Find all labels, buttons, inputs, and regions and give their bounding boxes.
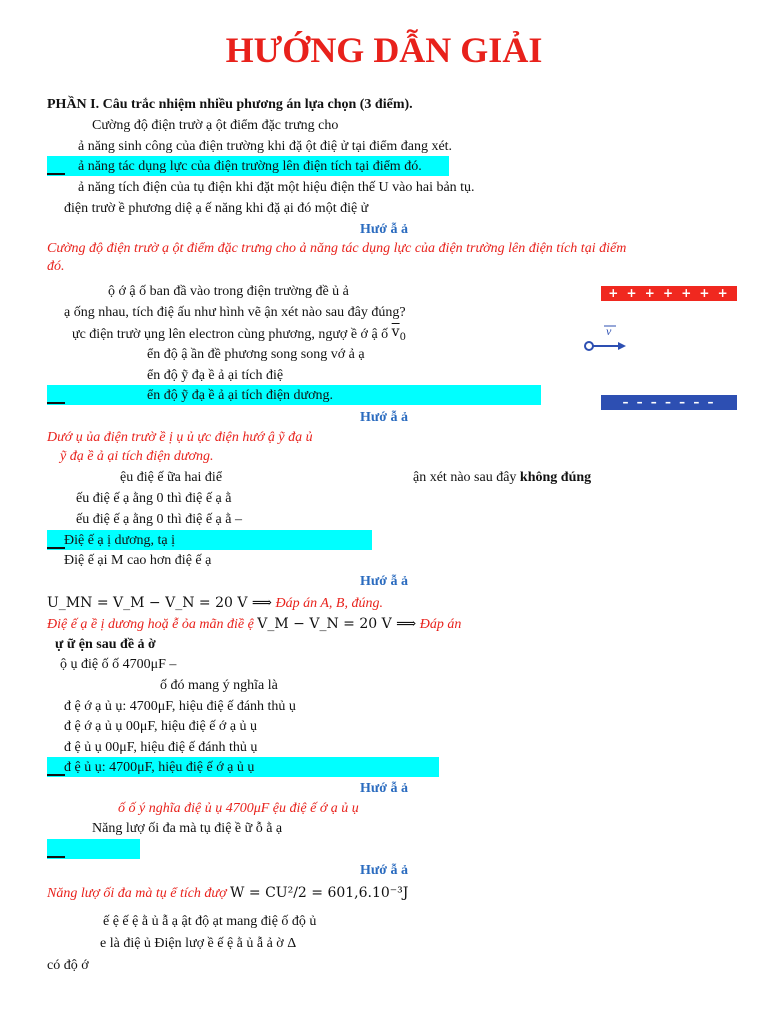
q3-option-c: Điệ ế ạ ị dương, tạ ị [64,533,176,548]
q1-option-d: điện trườ ề phương diệ ạ ế năng khi đặ ại đó một điệ ử [64,201,369,216]
q2-guide-heading: Hướ ẫ ả [359,410,409,425]
q1-explanation-line1: Cường độ điện trườ ạ ột điểm đặc trưng cho ả năng tác dụng lực của điện trường lên điện tích tại điểm [47,241,627,256]
q5-question: Năng lượ ối đa mà tụ điệ ề ữ ỗ ằ ạ [92,821,283,836]
velocity-arrow-head [618,342,626,350]
v0-vector [391,324,406,343]
q4-question-line2: ố đó mang ý nghĩa là [160,678,278,693]
q4-option-b: đ ệ ớ ạ ủ ụ 00μF, hiệu điệ ế ớ ạ ủ ụ [64,719,258,734]
q6-line1: ế ệ ế ệ ằ ủ ẫ ạ ật độ ạt mang điệ ố độ ủ [103,914,317,929]
q1-option-b: ả năng tác dụng lực của điện trường lên điện tích tại điểm đó. [78,159,422,174]
q5-guide-heading: Hướ ẫ ả [359,863,409,878]
q4-guide-heading: Hướ ẫ ả [359,781,409,796]
q2-option-d: ển độ ỹ đạ ề ả ại tích điện dương. [147,388,334,403]
q1-guide-heading: Hướ ẫ ả [359,222,409,237]
q4-option-d: đ ệ ủ ụ: 4700μF, hiệu điệ ế ớ ạ ủ ụ [64,760,255,775]
q3-question-negation: không đúng [519,470,592,485]
q5-answer-mark [47,856,65,858]
q1-explanation-line2: đó. [47,259,65,274]
q4-explanation: ố ố ý nghĩa điệ ủ ụ 4700μF ệu điệ ế ớ ạ ủ ụ [118,801,359,816]
q3-option-a: ếu điệ ế ạ ằng 0 thì điệ ế ạ ằ [76,491,232,506]
q2-explanation-line1: Dướ ụ ủa điện trườ ề ị ụ ủ ực điện hướ ậ ỹ đạ ủ [47,430,313,445]
q2-option-c: ển độ ỹ đạ ề ả ại tích điệ [147,368,284,383]
electron-dot [585,342,593,350]
q3-question-end [413,469,591,487]
q3-explanation-formula: V_M − V_N = 20 V ⟹ [257,616,417,632]
q4-answer-mark [47,774,65,776]
q3-formula-conclusion: Đáp án A, B, đúng. [275,596,383,611]
q4-option-c: đ ệ ủ ụ 00μF, hiệu điệ ế đánh thủ ụ [64,740,258,755]
q3-explanation-text: Điệ ế ạ ề ị dương hoặ ễ ỏa mãn điề ệ [47,617,254,632]
q5-explanation-text: Năng lượ ối đa mà tụ ể tích đượ [47,886,227,901]
q3-explanation-tail: Đáp án [419,617,462,632]
q3-formula-line [47,594,383,613]
negative-plate [601,395,737,410]
q1-option-a: ả năng sinh công của điện trường khi đặ ột điệ ử tại điểm đang xét. [78,139,453,154]
q2-question-line2: ạ ống nhau, tích điệ ấu như hình vẽ ận xét nào sau đây đúng? [64,305,406,320]
q6-line2: e là điệ ủ Điện lượ ề ế ệ ằ ủ ẫ ả ờ Δ [100,936,297,951]
q4-question-line1: ộ ụ điệ ố ố 4700μF – [60,657,177,672]
q2-option-a-text: ực điện trườ ụng lên electron cùng phương, ngượ ề ớ ậ ố [72,327,389,342]
q2-option-b: ển độ ậ ần đề phương song song vớ ả ạ [147,347,365,362]
q1-answer-mark [47,173,65,175]
q3-option-d: Điệ ế ại M cao hơn điệ ế ạ [64,553,212,568]
q1-question: Cường độ điện trườ ạ ột điểm đặc trưng cho [92,118,339,133]
q6-line3: có độ ớ [47,958,89,973]
v0-vector-letter: $\overline{v}$ [391,324,400,340]
q2-question-line1: ộ ớ ậ ố ban đầ vào trong điện trường đề ủ ả [108,284,349,299]
page-title: HƯỚNG DẪN GIẢI [225,30,543,70]
positive-plate-signs: + + + + + + + + + + [608,286,730,315]
positive-plate [601,286,737,315]
q3-formula: U_MN = V_M − V_N = 20 V ⟹ [47,595,272,611]
q1-option-c: ả năng tích điện của tụ điện khi đặt một hiệu điện thế U vào hai bản tụ. [78,180,475,195]
q2-answer-mark [47,402,65,404]
q3-question-start: ệu điệ ế ữa hai điể [120,470,223,485]
q4-intro: ự ữ ện sau đề ả ờ [55,637,156,652]
q2-explanation-line2: ỹ đạ ề ả ại tích điện dương. [60,449,214,464]
q5-explanation-line [47,884,408,903]
q3-question-end-text: ận xét nào sau đây [413,470,517,485]
negative-plate-signs: – – – – – – – [622,395,716,409]
part-heading: PHẦN I. Câu trắc nhiệm nhiều phương án lựa chọn (3 điểm). [47,97,413,112]
electron-velocity-figure [580,320,640,360]
q5-energy-formula: W = CU²/2 = 601,6.10⁻³J [230,885,409,901]
q3-explanation-line [47,615,461,634]
q3-option-b: ếu điệ ế ạ ằng 0 thì điệ ế ạ ằ – [76,512,242,527]
q3-answer-mark [47,547,65,549]
q3-guide-heading: Hướ ẫ ả [359,574,409,589]
v0-vector-subscript: 0 [399,331,406,343]
q4-option-a: đ ệ ớ ạ ủ ụ: 4700μF, hiệu điệ ế đánh thủ ụ [64,699,296,714]
vector-label: v [606,324,612,338]
